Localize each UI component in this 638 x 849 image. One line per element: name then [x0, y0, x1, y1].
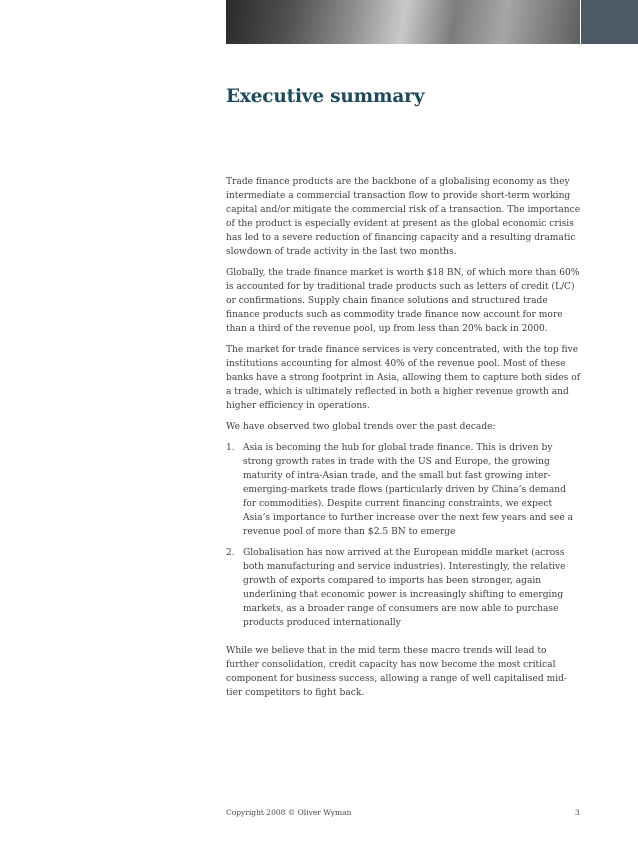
paragraph-closing: While we believe that in the mid term these macro trends will lead to further consolidation, credit capacity has now become the most critical component for business success, allowing a range of well capitalised mid-tier competitors to fight back.: [226, 646, 568, 698]
paragraph-market-size: Globally, the trade finance market is worth $18 BN, of which more than 60% is accounted for by traditional trade products such as letters of credit (L/C) or confirmations. Supply chain finance solutions and structured trade finance products such as commodity trade finance now account for more than a third of the revenue pool, up from less than 20% back in 2000.: [226, 268, 580, 334]
header-banner-image: [226, 0, 580, 44]
paragraph-concentration: The market for trade finance services is very concentrated, with the top five institutions accounting for almost 40% of the revenue pool. Most of these banks have a strong footprint in Asia, allowing them to capture both sides of a trade, which is ultimately reflected in both a higher revenue growth and higher efficiency in operations.: [226, 345, 581, 411]
trends-list: [226, 441, 581, 630]
footer-copyright: Copyright 2008 © Oliver Wyman: [226, 808, 352, 817]
list-item: [226, 441, 581, 539]
paragraph-trends-intro: We have observed two global trends over the past decade:: [226, 422, 496, 432]
list-item: [226, 546, 581, 630]
list-item-number: 2.: [226, 548, 235, 558]
header-color-block: [581, 0, 638, 44]
list-item-text: Asia is becoming the hub for global trade finance. This is driven by strong growth rates in trade with the US and Europe, the growing maturity of intra-Asian trade, and the small but fast growing inter-emerging-markets trade flows (particularly driven by China’s demand for commodities). Despite current financing constraints, we expect Asia’s importance to further increase over the next few years and see a revenue pool of more than $2.5 BN to emerge: [243, 443, 574, 537]
page-title: Executive summary: [226, 86, 425, 107]
list-item-text: Globalisation has now arrived at the European middle market (across both manufacturing and service industries). Interestingly, the relative growth of exports compared to imports has been stronger, again underlining that economic power is increasingly shifting to emerging markets, as a broader range of consumers are now able to purchase products produced internationally: [243, 548, 566, 628]
footer-page-number: 3: [575, 808, 580, 817]
paragraph-intro: Trade finance products are the backbone of a globalising economy as they intermediate a commercial transaction flow to provide short-term working capital and/or mitigate the commercial risk of a transaction. The importance of the product is especially evident at present as the global economic crisis has led to a severe reduction of financing capacity and a resulting dramatic slowdown of trade activity in the last two months.: [226, 177, 581, 257]
list-item-number: 1.: [226, 443, 235, 453]
body-text: [226, 175, 581, 707]
